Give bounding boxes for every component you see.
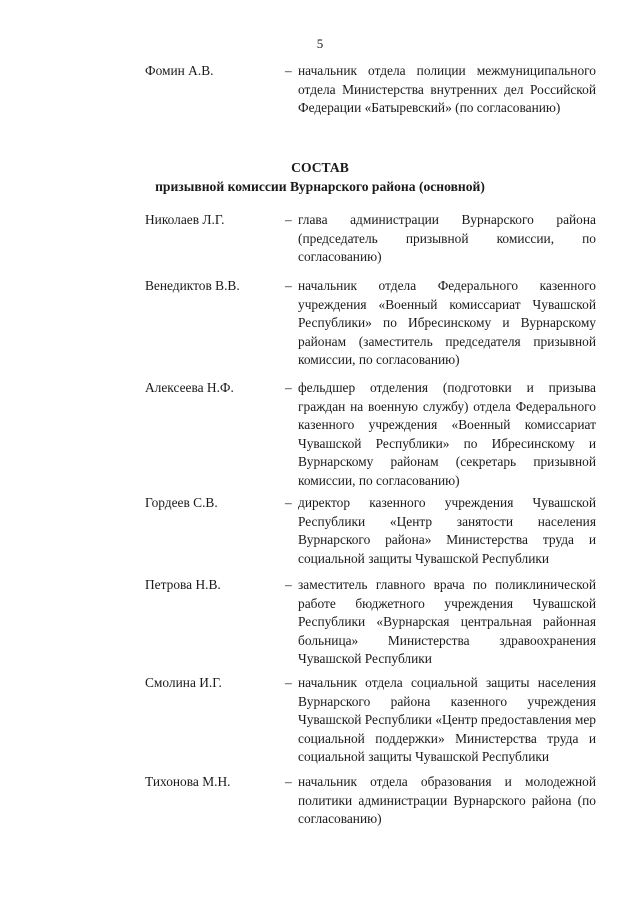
member-dash: –	[285, 675, 292, 690]
section-subtitle: призывной комиссии Вурнарского района (основной)	[155, 179, 485, 194]
member-description: начальник отдела Федерального казенного учреждения «Военный комиссариат Чувашской Республики» по Ибресинскому и Вурнарскому районам (заместитель председателя призывной комиссии, по согласованию)	[298, 278, 596, 367]
section-title: СОСТАВ	[291, 160, 349, 175]
member-description: начальник отдела образования и молодежной политики администрации Вурнарского района (по согласованию)	[298, 774, 596, 826]
member-entry	[145, 277, 598, 370]
member-name: Тихонова М.Н.	[145, 774, 231, 789]
member-name: Смолина И.Г.	[145, 675, 222, 690]
member-entry	[145, 379, 598, 490]
page-number: 5	[316, 36, 324, 51]
member-name: Гордеев С.В.	[145, 495, 218, 510]
member-description: глава администрации Вурнарского района (председатель призывной комиссии, по согласованию)	[298, 212, 596, 264]
member-name: Петрова Н.В.	[145, 577, 221, 592]
member-dash: –	[285, 212, 292, 227]
member-dash: –	[285, 380, 292, 395]
member-name: Алексеева Н.Ф.	[145, 380, 234, 395]
member-entry	[145, 576, 598, 669]
member-entry	[145, 494, 598, 568]
member-entry	[145, 674, 598, 767]
member-description: директор казенного учреждения Чувашской Республики «Центр занятости населения Вурнарского района» Министерства труда и социальной защиты Чувашской Республики	[298, 495, 596, 566]
member-dash: –	[285, 278, 292, 293]
member-name: Николаев Л.Г.	[145, 212, 225, 227]
member-description: фельдшер отделения (подготовки и призыва граждан на военную службу) отдела Федерального казенного учреждения «Военный комиссариат Чувашской Республики» по Ибресинскому и Вурнарскому районам (секретарь призывной комиссии, по согласованию)	[298, 380, 596, 488]
member-dash: –	[285, 774, 292, 789]
member-dash: –	[285, 577, 292, 592]
entry-dash: –	[285, 63, 292, 78]
member-entry	[145, 211, 598, 267]
member-description: начальник отдела социальной защиты населения Вурнарского района казенного учреждения Чувашской Республики «Центр предоставления мер социальной поддержки» Министерства труда и социальной защиты Чувашской Республики	[298, 675, 596, 764]
section-heading	[0, 158, 640, 196]
member-description: заместитель главного врача по поликлинической работе бюджетного учреждения Чувашской Республики «Вурнарская центральная районная больница» Министерства здравоохранения Чувашской Республики	[298, 577, 596, 666]
member-entry	[145, 773, 598, 829]
entry-description: начальник отдела полиции межмуниципального отдела Министерства внутренних дел Российской Федерации «Батыревский» (по согласованию)	[298, 63, 596, 115]
top-entry	[145, 62, 598, 118]
member-name: Венедиктов В.В.	[145, 278, 240, 293]
entry-name: Фомин А.В.	[145, 63, 214, 78]
member-dash: –	[285, 495, 292, 510]
